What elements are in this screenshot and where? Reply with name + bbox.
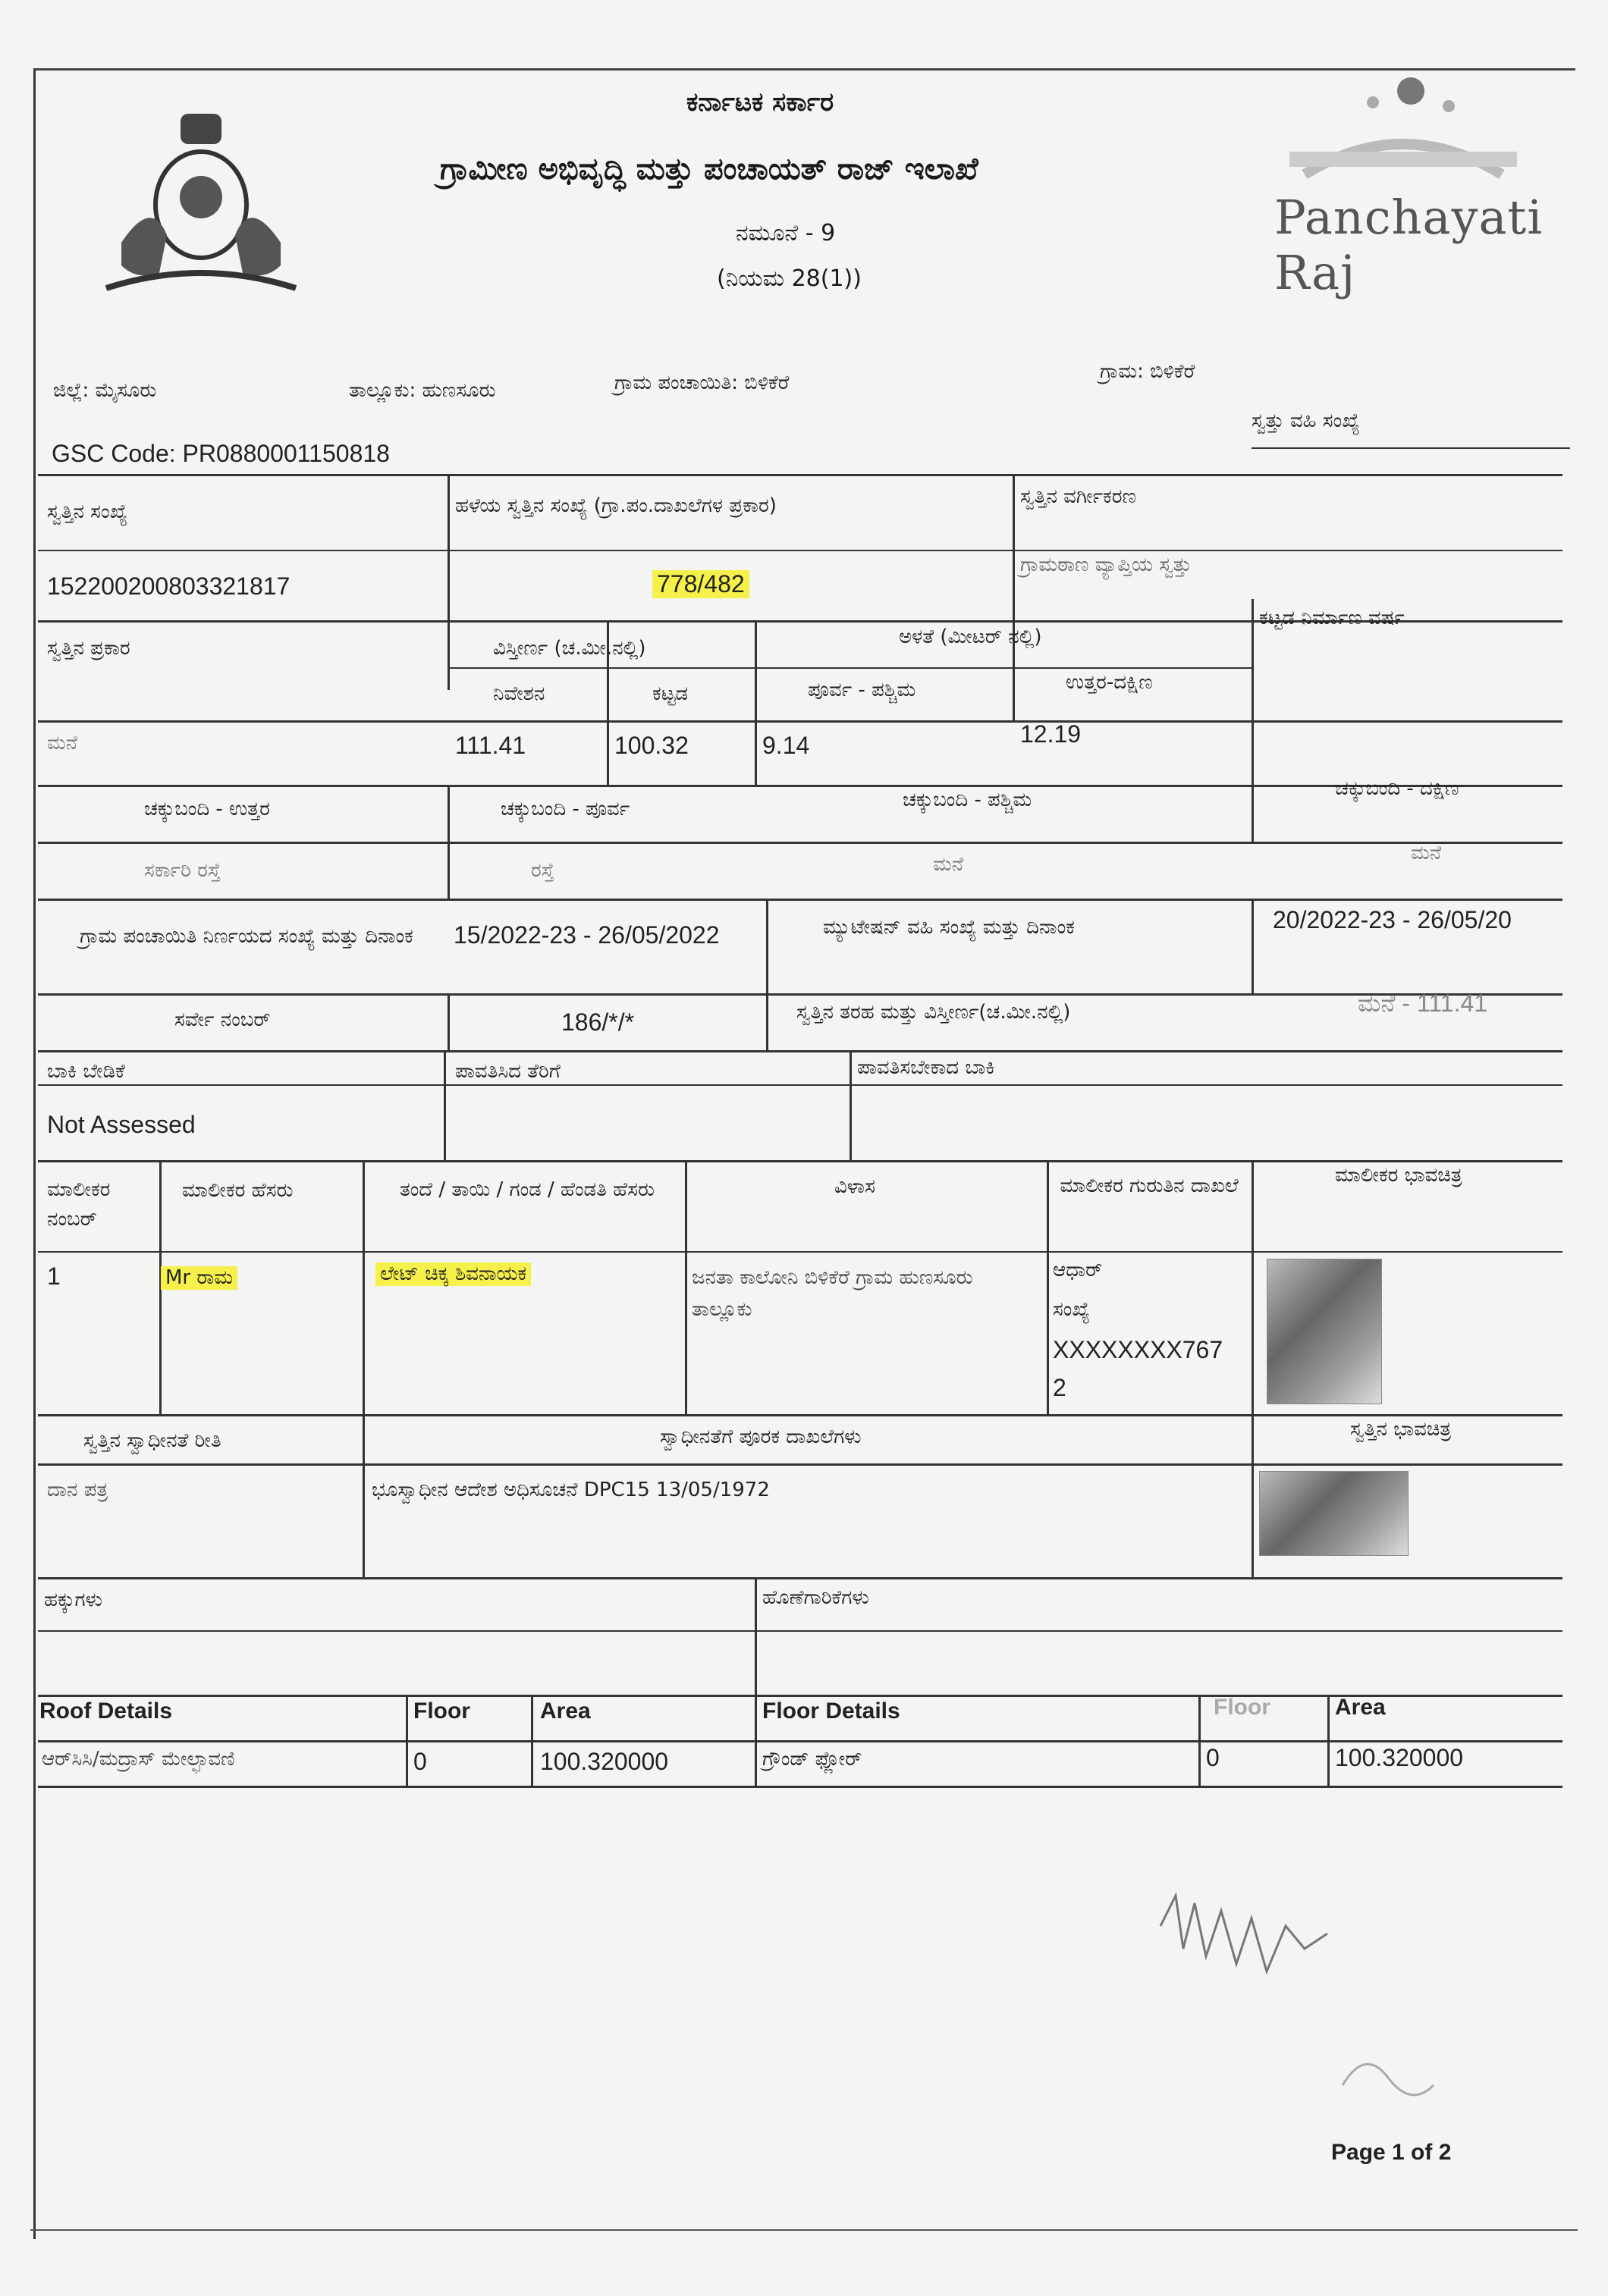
east-boundary-label: ಚಕ್ಕುಬಂದಿ - ಪೂರ್ವ [501,798,630,820]
property-id-label: ಸ್ವತ್ತಿನ ಸಂಖ್ಯೆ [47,500,128,523]
north-south-value: 12.19 [1020,720,1082,748]
address-header: ವಿಳಾಸ [834,1175,875,1198]
building-label: ಕಟ್ಟಡ [652,682,689,705]
north-boundary-label: ಚಕ್ಕುಬಂದಿ - ಉತ್ತರ [144,798,270,820]
form-number: ನಮೂನೆ - 9 [736,220,836,246]
area-header: Area [540,1698,591,1724]
karnataka-emblem-icon [91,83,311,311]
property-type-label: ಸ್ವತ್ತಿನ ಪ್ರಕಾರ [47,637,130,660]
east-boundary-value: ರಸ್ತೆ [531,859,554,882]
area2-value: 100.320000 [1335,1744,1464,1771]
survey-label: ಸರ್ವೇ ನಂಬರ್ [174,1008,271,1031]
mutation-label: ಮ್ಯುಟೇಷನ್ ವಹಿ ಸಂಖ್ಯೆ ಮತ್ತು ದಿನಾಂಕ [823,916,1075,939]
property-id-value: 152200200803321817 [47,572,291,600]
site-label: ನಿವೇಶನ [493,682,545,705]
page-number: Page 1 of 2 [1331,2140,1452,2165]
department-title: ಗ್ರಾಮೀಣ ಅಭಿವೃದ್ಧಿ ಮತ್ತು ಪಂಚಾಯತ್ ರಾಜ್ ಇಲಾಖೆ [440,152,978,187]
paid-tax-label: ಪಾವತಿಸಿದ ತೆರಿಗೆ [455,1060,561,1083]
demand-value: Not Assessed [47,1111,196,1138]
owner-photo [1267,1259,1382,1404]
ownership-method-label: ಸ್ವತ್ತಿನ ಸ್ವಾಧೀನತೆ ರೀತಿ [83,1429,221,1452]
owner-id-sub: ಸಂಖ್ಯೆ [1053,1298,1090,1321]
state-title: ಕರ್ನಾಟಕ ಸರ್ಕಾರ [686,87,834,118]
roof-value: ಆರ್‌ಸಿಸಿ/ಮದ್ರಾಸ್ ಮೇಲ್ಛಾವಣಿ [42,1748,235,1771]
panchayati-raj-logo [1244,61,1562,300]
north-boundary-value: ಸರ್ಕಾರಿ ರಸ್ತೆ [144,859,221,882]
floor-value: 0 [413,1748,427,1775]
logo-text: Panchayati Raj [1274,190,1544,300]
floor2-header: Floor [1214,1695,1270,1720]
west-boundary-label: ಚಕ್ಕುಬಂದಿ - ಪಶ್ಚಿಮ [903,789,1032,811]
liabilities-label: ಹೊಣೆಗಾರಿಕೆಗಳು [762,1586,869,1609]
south-boundary-label: ಚಕ್ಕುಬಂದಿ - ದಕ್ಷಿಣ [1335,777,1459,800]
taluk: ತಾಲ್ಲೂಕು: ಹುಣಸೂರು [349,379,496,402]
site-area-value: 111.41 [455,732,526,759]
ownership-docs-value: ಭೂಸ್ವಾಧೀನ ಆದೇಶ ಅಧಿಸೂಚನೆ DPC15 13/05/1972 [372,1479,770,1501]
property-photo [1259,1471,1409,1556]
gsc-code: GSC Code: PR0880001150818 [52,440,390,467]
property-class-value: ಗ್ರಾಮಠಾಣ ವ್ಯಾಪ್ತಿಯ ಸ್ವತ್ತು [1020,554,1192,576]
east-west-label: ಪೂರ್ವ - ಪಶ್ಚಿಮ [808,679,916,701]
relative-name-value: ಲೇಟ್ ಚಿಕ್ಕ ಶಿವನಾಯಕ [375,1262,531,1286]
resolution-value: 15/2022-23 - 26/05/2022 [454,921,720,949]
old-property-id-label: ಹಳೆಯ ಸ್ವತ್ತಿನ ಸಂಖ್ಯೆ (ಗ್ರಾ.ಪಂ.ದಾಖಲೆಗಳ ಪ್ರಕಾರ) [455,494,777,517]
floor-details-value: ಗ್ರೌಂಡ್ ಫ್ಲೋರ್ [762,1748,862,1771]
signature-icon [1153,1880,1350,2002]
resolution-label: ಗ್ರಾಮ ಪಂಚಾಯಿತಿ ನಿರ್ಣಯದ ಸಂಖ್ಯೆ ಮತ್ತು ದಿನಾಂಕ [80,925,413,948]
mutation-value: 20/2022-23 - 26/05/20 [1273,906,1512,933]
measure-label: ಅಳತೆ (ಮೀಟರ್ ನಲ್ಲಿ) [899,626,1042,648]
building-area-value: 100.32 [614,732,689,759]
old-property-id-value: 778/482 [652,570,749,598]
district: ಜಿಲ್ಲೆ: ಮೈಸೂರು [53,379,157,402]
logo-figure-icon [1244,61,1562,190]
property-book-label: ಸ್ವತ್ತು ವಹಿ ಸಂಖ್ಯೆ [1252,409,1360,432]
stamp-mark-icon [1327,2040,1449,2116]
demand-label: ಬಾಕಿ ಬೇಡಿಕೆ [47,1060,125,1083]
construction-year-label: ಕಟ್ಟಡ ನಿರ್ಮಾಣ ವರ್ಷ [1259,607,1405,629]
owner-number-value: 1 [47,1262,61,1290]
area-value: 100.320000 [540,1748,669,1775]
area-label: ವಿಸ್ತೀರ್ಣ (ಚ.ಮೀ.ನಲ್ಲಿ) [493,637,646,660]
due-tax-label: ಪಾವತಿಸಬೇಕಾದ ಬಾಕಿ [857,1056,995,1079]
gram-panchayat: ಗ್ರಾಮ ಪಂಚಾಯಿತಿ: ಬಿಳಿಕೆರೆ [614,372,790,394]
south-boundary-value: ಮನೆ [1411,842,1442,864]
village: ಗ್ರಾಮ: ಬಿಳಿಕೆರೆ [1100,360,1195,383]
ownership-docs-label: ಸ್ವಾಧೀನತೆಗೆ ಪೂರಕ ದಾಖಲೆಗಳು [660,1426,862,1448]
owner-name-value: Mr ರಾಮ [161,1266,237,1290]
type-area-value: ಮನೆ - 111.41 [1358,990,1488,1017]
roof-details-header: Roof Details [39,1698,173,1724]
owner-address-value: ಜನತಾ ಕಾಲೋನಿ ಬಿಳಿಕೆರೆ ಗ್ರಾಮ ಹುಣಸೂರು ತಾಲ್ಲೂಕು [692,1266,973,1321]
type-area-label: ಸ್ವತ್ತಿನ ತರಹ ಮತ್ತು ವಿಸ್ತೀರ್ಣ(ಚ.ಮೀ.ನಲ್ಲಿ) [796,1001,1071,1024]
floor-header: Floor [413,1698,470,1724]
floor2-value: 0 [1206,1744,1220,1771]
owner-id-type: ಆಧಾರ್ [1053,1259,1103,1281]
owner-id-number: XXXXXXXX767 [1053,1336,1223,1363]
relative-name-header: ತಂದೆ / ತಾಯಿ / ಗಂಡ / ಹೆಂಡತಿ ಹೆಸರು [399,1178,655,1201]
west-boundary-value: ಮನೆ [933,853,964,876]
ownership-method-value: ದಾನ ಪತ್ರ [47,1479,108,1501]
rule-number: (ನಿಯಮ 28(1)) [717,265,862,292]
rights-label: ಹಕ್ಕುಗಳು [44,1589,102,1611]
property-class-label: ಸ್ವತ್ತಿನ ವರ್ಗೀಕರಣ [1020,485,1136,508]
property-type-value: ಮನೆ [47,732,78,754]
floor-details-header: Floor Details [762,1698,900,1724]
east-west-value: 9.14 [762,732,810,759]
property-photo-label: ಸ್ವತ್ತಿನ ಭಾವಚಿತ್ರ [1350,1418,1452,1441]
owner-name-header: ಮಾಲೀಕರ ಹೆಸರು [182,1179,294,1202]
owner-photo-header: ಮಾಲೀಕರ ಭಾವಚಿತ್ರ [1335,1164,1462,1187]
owner-id-header: ಮಾಲೀಕರ ಗುರುತಿನ ದಾಖಲೆ [1060,1175,1239,1197]
owner-number-header: ಮಾಲೀಕರ ನಂಬರ್ [47,1178,111,1231]
survey-value: 186/*/* [561,1008,635,1036]
north-south-label: ಉತ್ತರ-ದಕ್ಷಿಣ [1066,671,1153,694]
area2-header: Area [1335,1695,1386,1720]
owner-id-number-cont: 2 [1053,1374,1066,1401]
